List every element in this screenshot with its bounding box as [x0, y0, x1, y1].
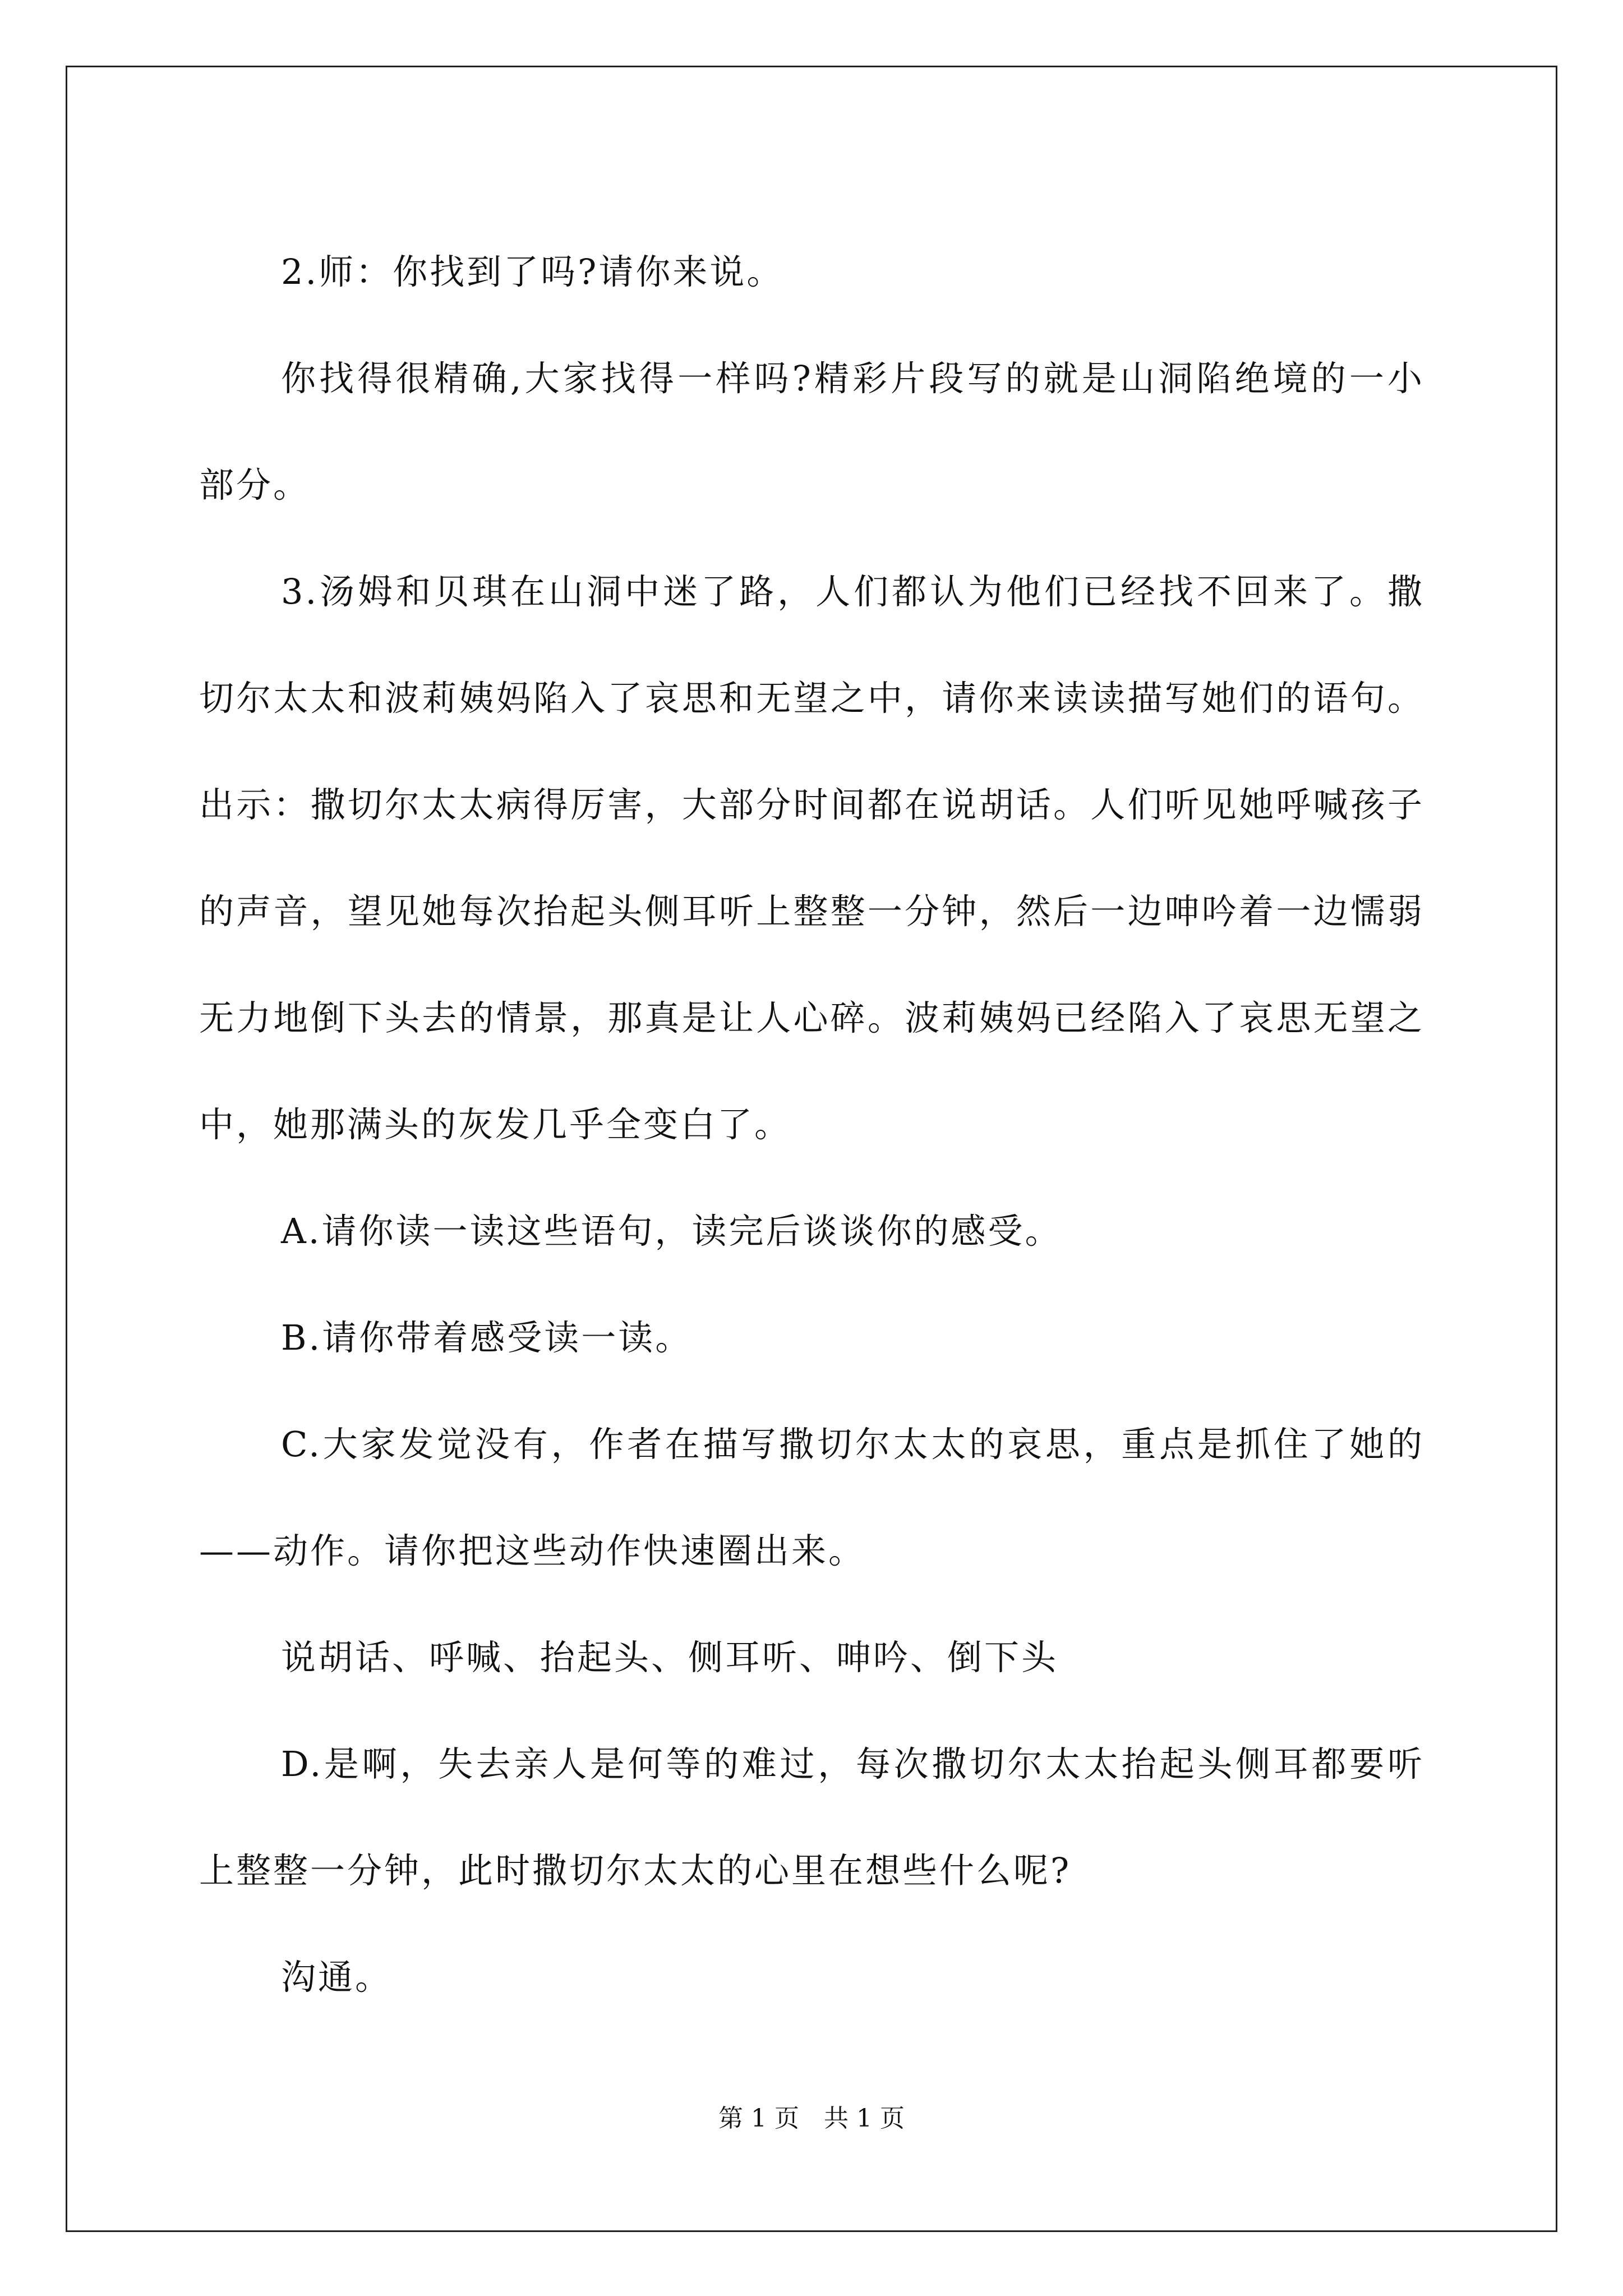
paragraph: A.请你读一读这些语句，读完后谈谈你的感受。	[281, 1211, 1062, 1251]
paragraph: 2.师：你找到了吗?请你来说。	[281, 251, 784, 292]
paragraph: 3.汤姆和贝琪在山洞中迷了路，人们都认为他们已经找不回来了。撒切尔太太和波莉姨妈陷入了哀思和无望之中，请你来读读描写她们的语句。出示：撒切尔太太病得厉害，大部分时间都在说胡话。人们听见她呼喊孩子的声音，望见她每次抬起头侧耳听上整整一分钟，然后一边呻吟着一边懦弱无力地倒下头去的情景，那真是让人心碎。波莉姨妈已经陷入了哀思无望之中，她那满头的灰发几乎全变白了。	[199, 571, 1424, 1145]
paragraph: 沟通。	[281, 1957, 393, 1998]
paragraph: B.请你带着感受读一读。	[281, 1317, 693, 1358]
document-body	[199, 219, 1424, 2031]
paragraph: 你找得很精确,大家找得一样吗?精彩片段写的就是山洞陷绝境的一小部分。	[199, 358, 1424, 505]
paragraph: 说胡话、呼喊、抬起头、侧耳听、呻吟、倒下头	[281, 1637, 1059, 1678]
paragraph: C.大家发觉没有，作者在描写撒切尔太太的哀思，重点是抓住了她的——动作。请你把这些动作快速圈出来。	[199, 1424, 1424, 1571]
page-number-footer: 第 1 页 共 1 页	[718, 2104, 905, 2133]
paragraph: D.是啊，失去亲人是何等的难过，每次撒切尔太太抬起头侧耳都要听上整整一分钟，此时撒切尔太太的心里在想些什么呢?	[199, 1743, 1424, 1891]
